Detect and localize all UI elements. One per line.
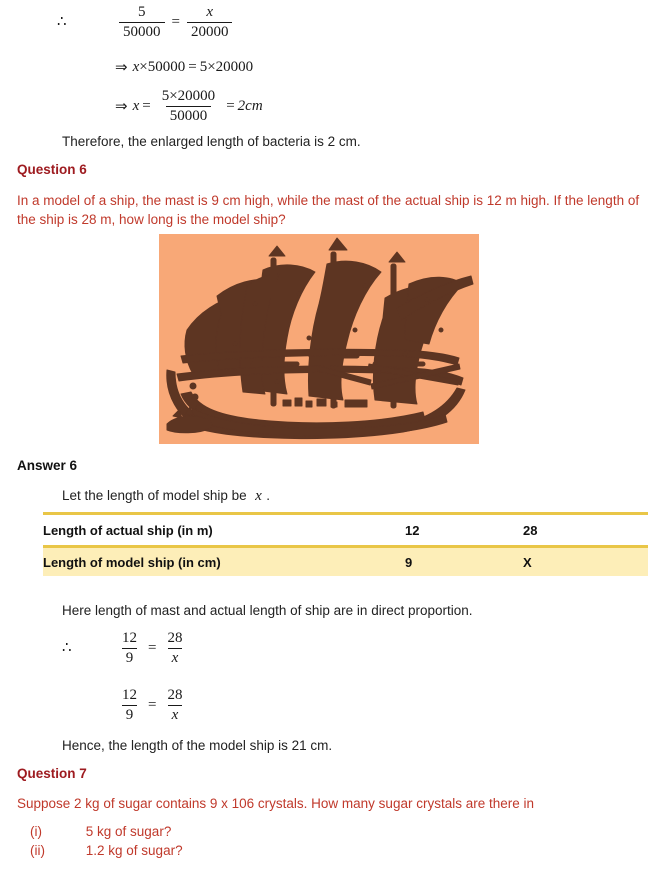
let-statement-period: . (266, 488, 270, 503)
fraction-denominator: x (168, 705, 183, 724)
question-7-text: Suppose 2 kg of sugar contains 9 x 106 crystals. How many sugar crystals are there in (17, 796, 535, 811)
variable-x: x (132, 59, 140, 75)
times-sign: × (207, 59, 216, 75)
fraction-12-over-9 (118, 687, 141, 724)
ship-drawing (159, 234, 479, 444)
table-row (43, 547, 648, 577)
bacteria-conclusion-text: Therefore, the enlarged length of bacteria is 2 cm. (62, 134, 361, 149)
fraction-denominator: 20000 (187, 22, 233, 41)
fraction-denominator: x (168, 648, 183, 667)
therefore-symbol-1: ∴ (57, 14, 67, 30)
variable-x: x (255, 488, 262, 504)
fraction-numerator: 5 (138, 4, 146, 20)
implies-arrow: ⇒ (115, 98, 128, 115)
times-sign: × (139, 59, 148, 75)
question-7-heading: Question 7 (17, 766, 87, 781)
fraction-5-over-50000 (119, 4, 165, 41)
sailing-ship-illustration (159, 234, 479, 444)
equation-solve-x (115, 88, 263, 125)
number-5: 5 (199, 59, 208, 75)
list-item-marker: (i) (30, 824, 42, 839)
equation-ship-proportion-1 (114, 630, 190, 667)
equals-sign: = (148, 696, 157, 713)
table-cell-value: 12 (405, 514, 523, 547)
fraction-12-over-9 (118, 630, 141, 667)
table-row (43, 514, 648, 547)
fraction-denominator: 9 (122, 648, 138, 667)
list-item (30, 824, 171, 839)
fraction-denominator: 9 (122, 705, 138, 724)
fraction-denominator: 50000 (166, 106, 212, 125)
fraction-denominator: 50000 (119, 22, 165, 41)
equals-sign: = (148, 639, 157, 656)
list-item-text: 1.2 kg of sugar? (85, 843, 183, 858)
number-50000: 50000 (147, 59, 186, 75)
result-2cm: 2cm (237, 97, 263, 114)
list-item-marker: (ii) (30, 843, 45, 858)
question-6-heading: Question 6 (17, 162, 87, 177)
list-item (30, 843, 183, 858)
therefore-symbol-2: ∴ (62, 640, 72, 656)
list-item-text: 5 kg of sugar? (85, 824, 172, 839)
fraction-numerator: 28 (167, 630, 183, 646)
equals-sign: = (171, 13, 180, 30)
equation-cross-multiply (115, 58, 253, 77)
number-20000: 20000 (215, 59, 254, 75)
let-statement (62, 487, 270, 505)
equals-sign: = (188, 59, 197, 75)
answer-6-conclusion: Hence, the length of the model ship is 21 cm. (62, 738, 333, 753)
direct-proportion-note: Here length of mast and actual length of ship are in direct proportion. (62, 603, 473, 618)
equation-bacteria-proportion (115, 4, 236, 41)
answer-6-heading: Answer 6 (17, 458, 78, 473)
variable-x: x (132, 97, 140, 114)
table-cell-value: X (523, 547, 648, 577)
table-cell-label: Length of actual ship (in m) (43, 514, 405, 547)
ship-proportion-table (43, 512, 648, 576)
equals-sign: = (226, 97, 235, 114)
fraction-5x20000-over-50000 (158, 88, 219, 125)
fraction-numerator: 12 (122, 630, 137, 646)
table-cell-value: 28 (523, 514, 648, 547)
fraction-numerator: 12 (122, 687, 137, 703)
equals-sign: = (142, 97, 151, 114)
fraction-x-over-20000 (187, 4, 233, 41)
fraction-numerator: 28 (167, 687, 183, 703)
table-cell-value: 9 (405, 547, 523, 577)
fraction-numerator: x (206, 4, 214, 20)
fraction-28-over-x (163, 687, 186, 724)
table-cell-label: Length of model ship (in cm) (43, 547, 405, 577)
fraction-28-over-x (163, 630, 186, 667)
implies-arrow: ⇒ (115, 60, 128, 76)
let-statement-text: Let the length of model ship be (62, 488, 247, 503)
question-6-text: In a model of a ship, the mast is 9 cm high, while the mast of the actual ship is 12 m high. If the length of the ship is 28 m, how long is the model ship? (17, 193, 640, 227)
equation-ship-proportion-2 (114, 687, 190, 724)
fraction-numerator: 5×20000 (161, 88, 216, 104)
